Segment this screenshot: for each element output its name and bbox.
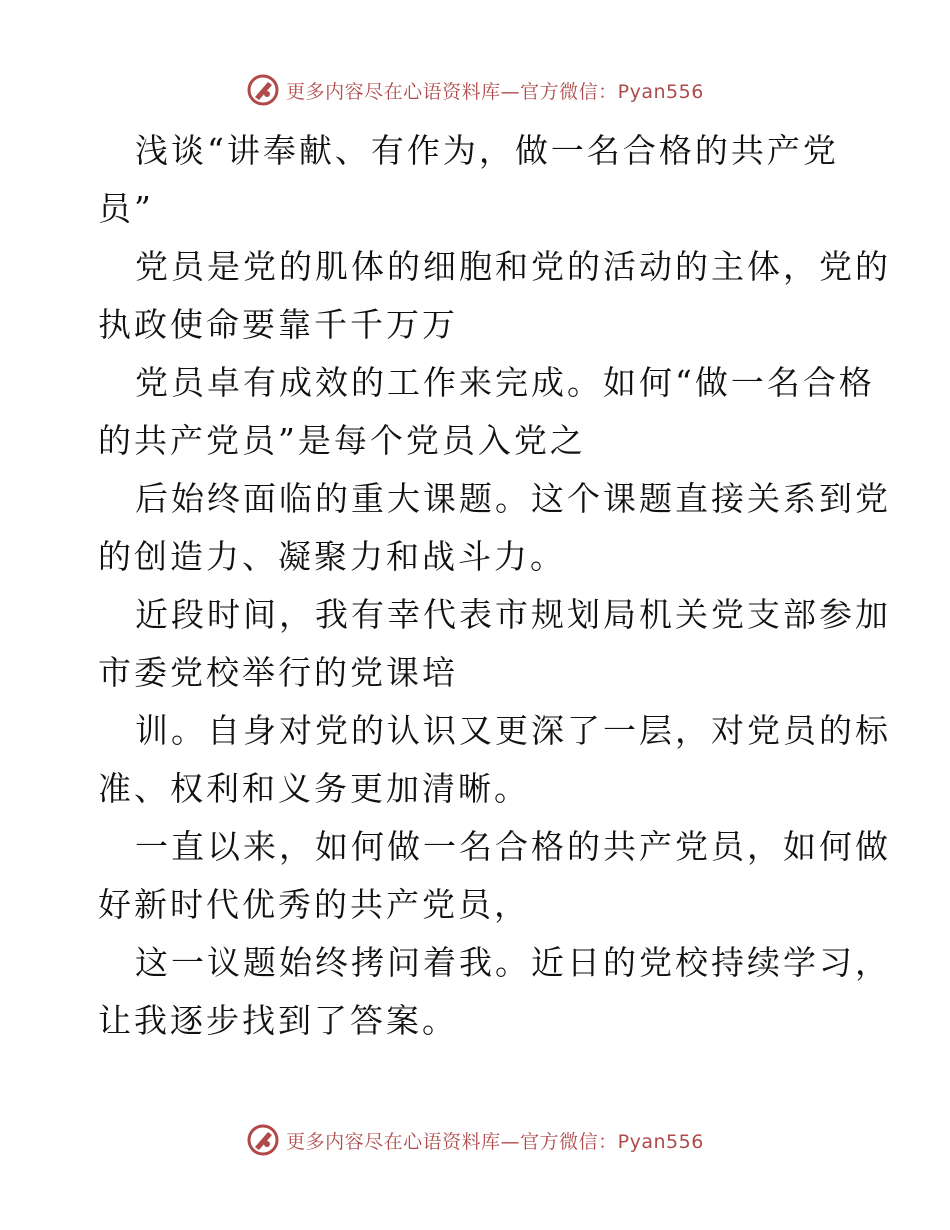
paragraph-line: 准、权利和义务更加清晰。 bbox=[98, 769, 530, 808]
watermark-text: 更多内容尽在心语资料库—官方微信：Pyan556 bbox=[286, 80, 704, 103]
document-body bbox=[98, 122, 891, 1050]
paragraph-line: 后始终面临的重大课题。这个课题直接关系到党 bbox=[135, 479, 891, 518]
paragraph-line: 好新时代优秀的共产党员， bbox=[98, 885, 530, 924]
paragraph-line: 让我逐步找到了答案。 bbox=[98, 1001, 458, 1040]
paragraph-line: 一直以来，如何做一名合格的共产党员，如何做 bbox=[135, 827, 891, 866]
logo-icon bbox=[246, 73, 280, 107]
paragraph-line: 浅谈“讲奉献、有作为，做一名合格的共产党 bbox=[135, 131, 839, 170]
footer-watermark bbox=[0, 1120, 950, 1160]
paragraph-line: 党员卓有成效的工作来完成。如何“做一名合格 bbox=[135, 363, 875, 402]
paragraph-line: 这一议题始终拷问着我。近日的党校持续学习， bbox=[135, 943, 891, 982]
paragraph-line: 训。自身对党的认识又更深了一层，对党员的标 bbox=[135, 711, 891, 750]
paragraph-line: 的共产党员”是每个党员入党之 bbox=[98, 421, 586, 460]
paragraph-line: 党员是党的肌体的细胞和党的活动的主体，党的 bbox=[135, 247, 891, 286]
logo-icon bbox=[246, 1123, 280, 1157]
paragraph-line: 员” bbox=[98, 189, 154, 228]
paragraph-line: 市委党校举行的党课培 bbox=[98, 653, 458, 692]
paragraph-line: 执政使命要靠千千万万 bbox=[98, 305, 458, 344]
paragraph-line: 的创造力、凝聚力和战斗力。 bbox=[98, 537, 566, 576]
watermark-text: 更多内容尽在心语资料库—官方微信：Pyan556 bbox=[286, 1130, 704, 1153]
header-watermark bbox=[0, 70, 950, 110]
paragraph-line: 近段时间，我有幸代表市规划局机关党支部参加 bbox=[135, 595, 891, 634]
